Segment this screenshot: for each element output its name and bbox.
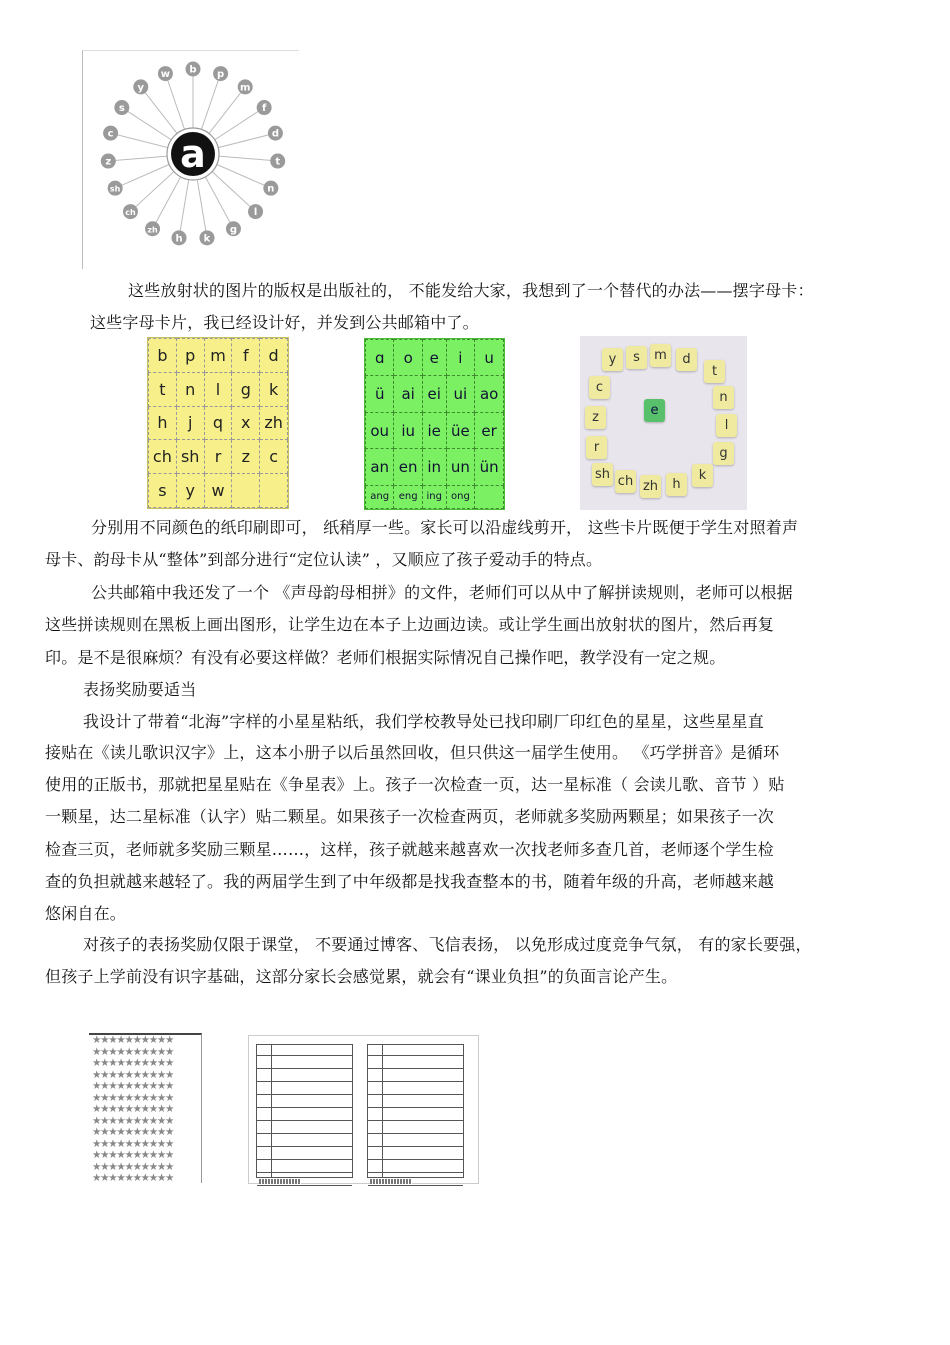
paragraph-3-line-1: 公共邮箱中我还发了一个 《声母韵母相拼》的文件，老师们可以从中了解拼读规则，老师可以根据 <box>91 583 793 602</box>
consonant-card-grid <box>148 338 288 508</box>
star-record-sheets <box>248 1035 479 1184</box>
radial-letter: z <box>105 156 112 168</box>
card-row <box>366 485 504 508</box>
letter-cell: ie <box>422 412 446 448</box>
letter-cell: h <box>149 406 177 440</box>
star-row: ★★★★★★★★★★ <box>92 1172 174 1183</box>
letter-cell: ing <box>422 485 446 508</box>
vowel-card <box>364 338 505 510</box>
letter-cell: üe <box>446 412 475 448</box>
letter-cell: z <box>232 440 260 474</box>
letter-cell: ou <box>366 412 394 448</box>
letter-cell: ui <box>446 376 475 412</box>
letter-circle-photo <box>580 336 747 510</box>
radial-letter: zh <box>147 225 158 235</box>
paragraph-4-line-6: 查的负担就越来越轻了。我的两届学生到了中年级都是找我查整本的书，随着年级的升高，老师越来越 <box>45 872 775 891</box>
letter-cell: ün <box>475 449 504 485</box>
letter-tile: sh <box>592 463 613 486</box>
radial-letter: n <box>267 183 275 195</box>
radial-letter: l <box>253 207 258 219</box>
card-row <box>149 406 288 440</box>
card-row <box>149 339 288 373</box>
letter-tile: z <box>585 406 606 429</box>
letter-tile: s <box>626 346 647 369</box>
star-row: ★★★★★★★★★★ <box>92 1160 174 1173</box>
letter-cell: k <box>260 372 288 406</box>
card-row <box>366 449 504 485</box>
letter-cell: x <box>232 406 260 440</box>
sheet-column-line <box>382 1045 383 1177</box>
letter-cell: i <box>446 340 475 376</box>
letter-cell: l <box>204 372 232 406</box>
star-row: ★★★★★★★★★★ <box>92 1045 174 1058</box>
paragraph-4-line-7: 悠闲自在。 <box>45 904 127 923</box>
letter-tile: g <box>713 442 734 465</box>
letter-cell: r <box>204 440 232 474</box>
paragraph-5-line-2: 但孩子上学前没有识字基础，这部分家长会感觉累，就会有“课业负担”的负面言论产生。 <box>45 967 678 986</box>
letter-cell: p <box>176 339 204 373</box>
radial-letter: w <box>160 69 171 81</box>
radial-letter: p <box>217 69 225 81</box>
star-row: ★★★★★★★★★★ <box>92 1068 174 1081</box>
letter-cell: ong <box>446 485 475 508</box>
radial-letter-figure <box>82 50 299 269</box>
star-row: ★★★★★★★★★★ <box>92 1103 174 1115</box>
letter-cell: ang <box>366 485 394 508</box>
radial-letter: ch <box>125 208 136 218</box>
paragraph-4-line-5: 检查三页，老师就多奖励三颗星……，这样，孩子就越来越喜欢一次找老师多查几首，老师逐个学生检 <box>45 840 775 859</box>
radial-letter: g <box>229 224 238 236</box>
star-row: ★★★★★★★★★★ <box>92 1034 174 1046</box>
paragraph-2-line-1: 分别用不同颜色的纸印刷即可， 纸稍厚一些。家长可以沿虚线剪开， 这些卡片既便于学生对照着声 <box>91 518 799 537</box>
star-row: ★★★★★★★★★★ <box>92 1126 174 1138</box>
star-sticker-sheet <box>89 1033 202 1183</box>
letter-cell: ai <box>394 376 422 412</box>
paragraph-3-line-3: 印。是不是很麻烦？有没有必要这样做？老师们根据实际情况自己操作吧，教学没有一定之规。 <box>45 648 726 667</box>
paragraph-1-line-2: 这些字母卡片，我已经设计好，并发到公共邮箱中了。 <box>90 313 479 332</box>
letter-cell: g <box>232 372 260 406</box>
star-row: ★★★★★★★★★★ <box>92 1080 174 1092</box>
letter-cell: u <box>475 340 504 376</box>
letter-cell: t <box>149 372 177 406</box>
letter-cell: m <box>204 339 232 373</box>
star-row: ★★★★★★★★★★ <box>92 1057 174 1069</box>
radial-letter: f <box>261 103 267 115</box>
letter-cell: ɑ <box>366 340 394 376</box>
letter-cell: en <box>394 449 422 485</box>
letter-cell: f <box>232 339 260 373</box>
letter-cell: s <box>149 474 177 508</box>
letter-cell: q <box>204 406 232 440</box>
letter-cell: un <box>446 449 475 485</box>
letter-tile: m <box>650 344 671 367</box>
radial-letter: m <box>239 82 251 94</box>
radial-center-letter: a <box>180 132 206 176</box>
letter-cell: ei <box>422 376 446 412</box>
paragraph-5-line-1: 对孩子的表扬奖励仅限于课堂， 不要通过博客、飞信表扬， 以免形成过度竞争气氛， 有的家长要强， <box>83 935 812 954</box>
radial-letter: sh <box>109 184 121 194</box>
card-row <box>149 474 288 508</box>
letter-cell: sh <box>176 440 204 474</box>
radial-letter: y <box>137 82 145 94</box>
letter-cell: an <box>366 449 394 485</box>
record-sheet-right <box>367 1044 464 1178</box>
letter-cell: o <box>394 340 422 376</box>
letter-cell <box>475 485 504 508</box>
letter-tile: h <box>666 473 687 496</box>
letter-cell: ü <box>366 376 394 412</box>
radial-letter: b <box>189 64 197 76</box>
radial-letter-svg <box>83 51 298 269</box>
letter-tile: n <box>713 386 734 409</box>
letter-tile: y <box>602 348 623 371</box>
letter-cell: b <box>149 339 177 373</box>
paragraph-4-line-4: 一颗星，达二星标准（认字）贴二颗星。如果孩子一次检查两页，老师就多奖励两颗星；如果孩子一次 <box>45 807 775 826</box>
letter-tile: l <box>716 414 737 437</box>
sheet-footer-pattern <box>370 1179 412 1184</box>
section-heading: 表扬奖励要适当 <box>83 680 197 699</box>
letter-tile: t <box>704 360 725 383</box>
card-row <box>366 412 504 448</box>
letter-tile: zh <box>640 475 661 498</box>
letter-tile: ch <box>615 470 636 493</box>
letter-cell: y <box>176 474 204 508</box>
sheet-column-line <box>271 1045 272 1177</box>
radial-letter: s <box>118 103 125 115</box>
card-row <box>149 372 288 406</box>
letter-cell: ch <box>149 440 177 474</box>
radial-letter: c <box>107 128 114 140</box>
radial-letter: k <box>203 233 211 245</box>
letter-cell: d <box>260 339 288 373</box>
star-row: ★★★★★★★★★★ <box>92 1091 174 1104</box>
paragraph-3-line-2: 这些拼读规则在黑板上画出图形，让学生边在本子上边画边读。或让学生画出放射状的图片，然后再复 <box>45 615 775 634</box>
paragraph-4-line-1: 我设计了带着“北海”字样的小星星粘纸，我们学校教导处已找印刷厂印红色的星星，这些星星直 <box>83 712 764 731</box>
star-row: ★★★★★★★★★★ <box>92 1149 174 1161</box>
letter-cell: n <box>176 372 204 406</box>
letter-tile: r <box>586 436 607 459</box>
card-row <box>366 376 504 412</box>
letter-cell: w <box>204 474 232 508</box>
card-row <box>366 340 504 376</box>
center-letter-tile: e <box>644 399 665 422</box>
record-sheet-left <box>256 1044 353 1178</box>
radial-letter: t <box>275 156 281 168</box>
star-row: ★★★★★★★★★★ <box>92 1114 174 1127</box>
letter-cell: in <box>422 449 446 485</box>
letter-tile: d <box>676 348 697 371</box>
paragraph-1-line-1: 这些放射状的图片的版权是出版社的， 不能发给大家，我想到了一个替代的办法——摆字母卡： <box>128 281 814 300</box>
letter-cell: eng <box>394 485 422 508</box>
letter-tile: k <box>692 464 713 487</box>
card-row <box>149 440 288 474</box>
sheet-footer-pattern <box>259 1179 301 1184</box>
paragraph-4-line-2: 接贴在《读儿歌识汉字》上，这本小册子以后虽然回收，但只供这一届学生使用。 《巧学拼音》是循环 <box>45 743 780 762</box>
letter-cell: iu <box>394 412 422 448</box>
letter-cell: ao <box>475 376 504 412</box>
consonant-card <box>147 337 289 509</box>
radial-letter: h <box>175 233 183 245</box>
letter-cell: j <box>176 406 204 440</box>
paragraph-4-line-3: 使用的正版书，那就把星星贴在《争星表》上。孩子一次检查一页，达一星标准（ 会读儿歌、音节 ）贴 <box>45 775 785 794</box>
letter-tile: c <box>589 376 610 399</box>
letter-cell <box>260 474 288 508</box>
letter-cell: c <box>260 440 288 474</box>
star-row: ★★★★★★★★★★ <box>92 1137 174 1150</box>
radial-letter: d <box>271 128 279 140</box>
letter-cell: er <box>475 412 504 448</box>
letter-cell: e <box>422 340 446 376</box>
vowel-card-grid <box>365 339 504 509</box>
letter-cell <box>232 474 260 508</box>
paragraph-2-line-2: 母卡、韵母卡从“整体”到部分进行“定位认读” ，又顺应了孩子爱动手的特点。 <box>45 550 603 569</box>
letter-cell: zh <box>260 406 288 440</box>
